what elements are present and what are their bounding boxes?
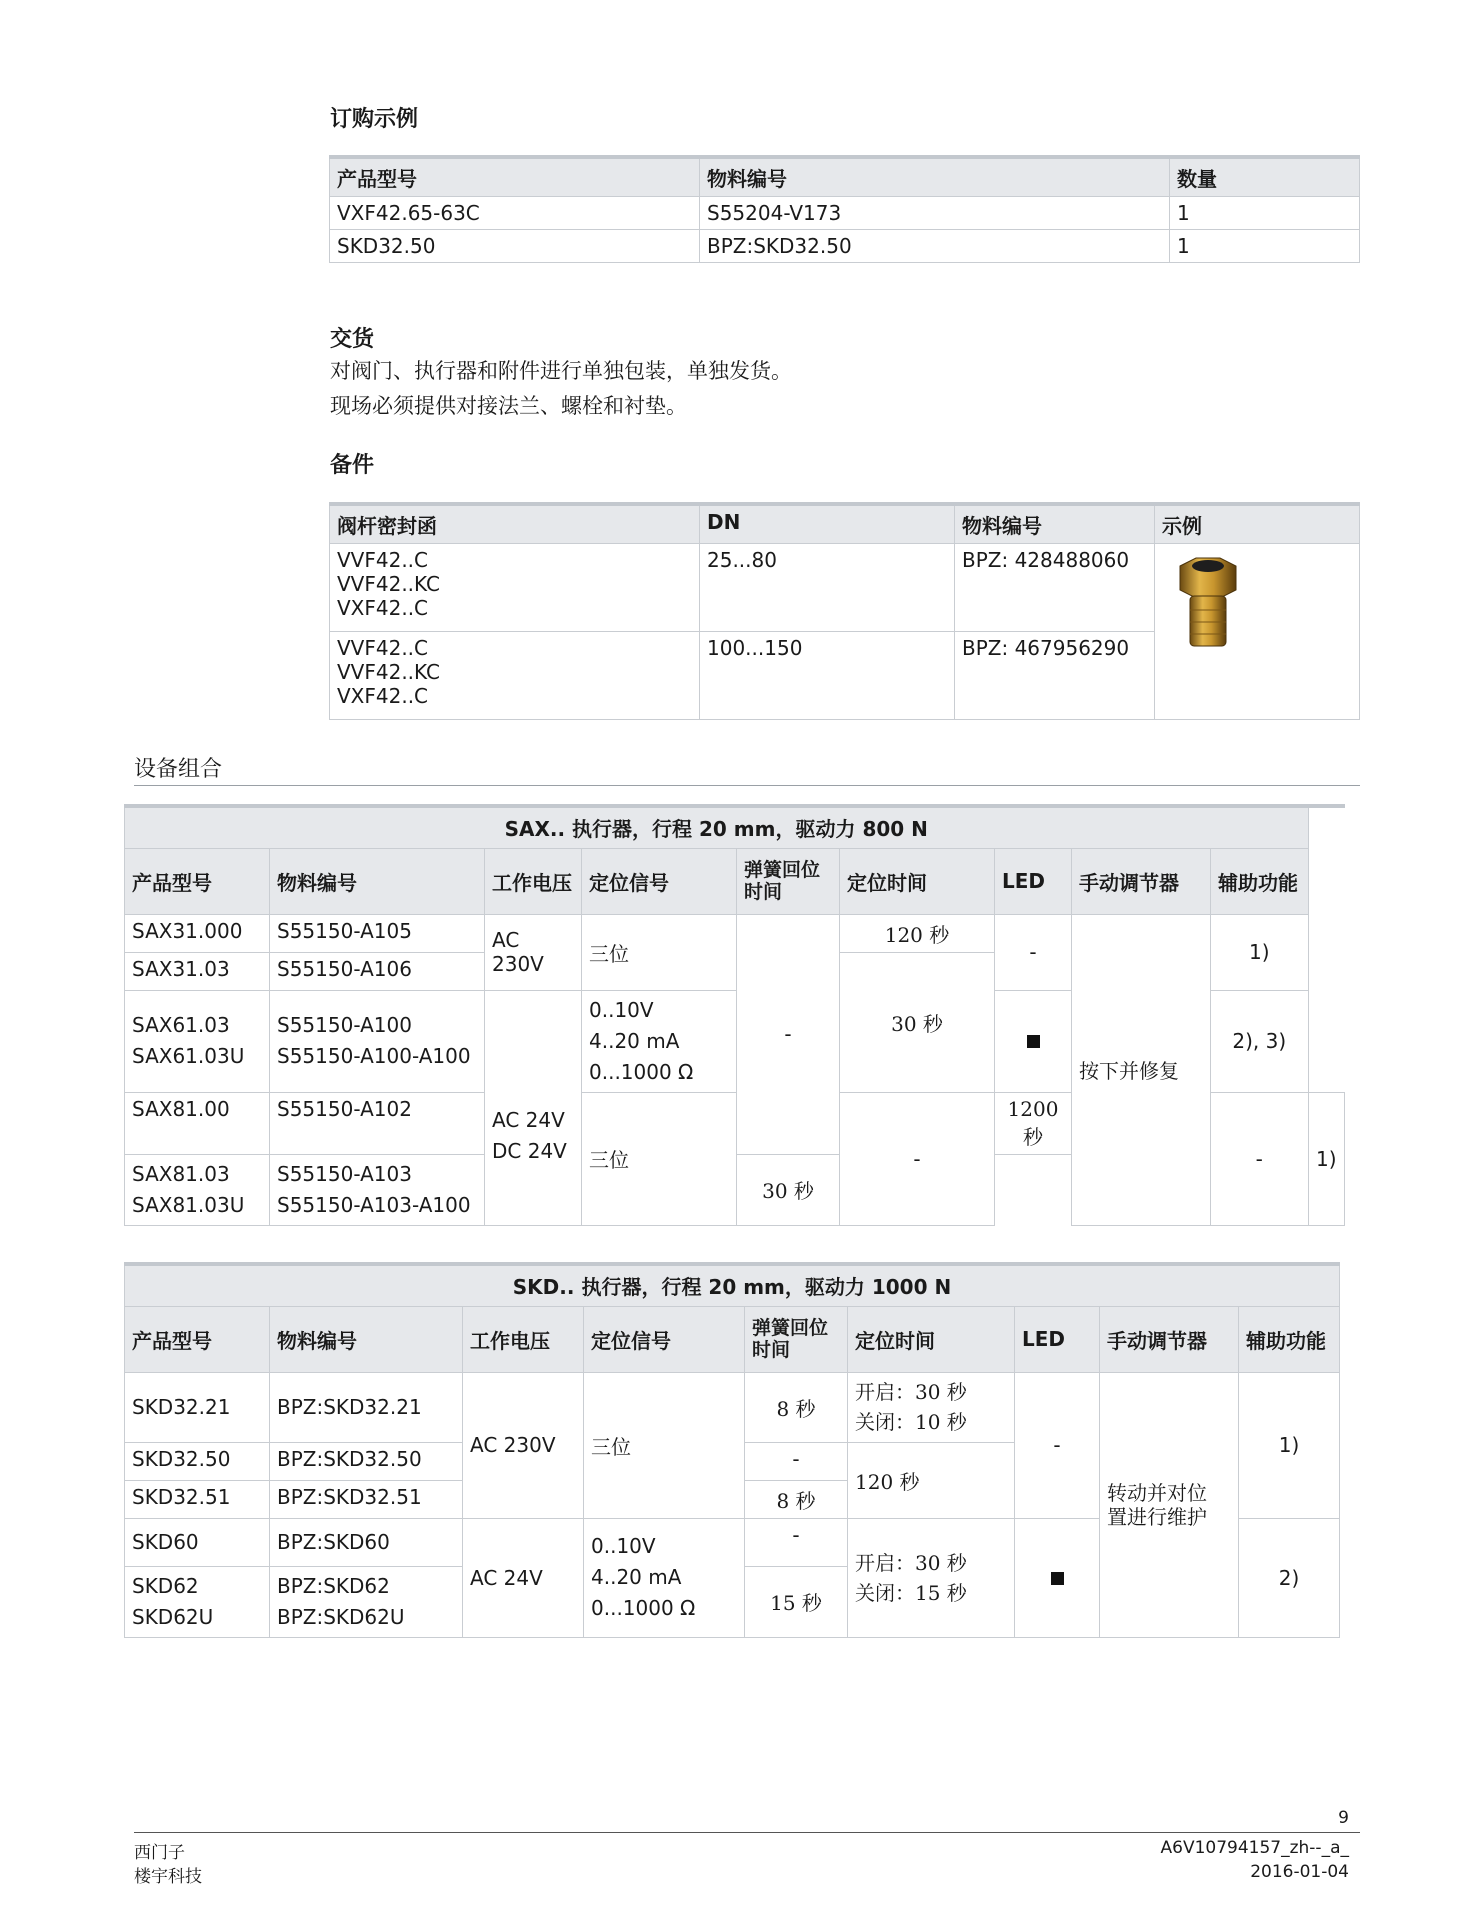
spares-dn: 100...150 — [700, 632, 955, 720]
spares-example-cell — [1155, 544, 1360, 720]
sax-header: 物料编号 — [270, 848, 485, 914]
spares-header: 示例 — [1155, 504, 1360, 544]
skd-aux: 1) — [1239, 1372, 1340, 1518]
skd-header: 辅助功能 — [1239, 1306, 1340, 1372]
sax-header: 工作电压 — [485, 848, 582, 914]
spares-title: 备件 — [330, 453, 375, 478]
skd-manual: 转动并对位 置进行维护 — [1100, 1372, 1239, 1637]
delivery-text-1: 对阀门、执行器和附件进行单独包装，单独发货。 — [330, 359, 792, 383]
sax-led: - — [995, 914, 1072, 990]
skd-caption: SKD.. 执行器，行程 20 mm，驱动力 1000 N — [125, 1264, 1340, 1306]
skd-model: SKD32.21 — [125, 1372, 270, 1442]
table-row — [330, 544, 1360, 632]
delivery-title: 交货 — [330, 327, 375, 352]
skd-model: SKD62 SKD62U — [125, 1566, 270, 1637]
sax-part: S55150-A100 S55150-A100-A100 — [270, 990, 485, 1092]
sax-signal: 三位 — [582, 1092, 737, 1225]
spares-models: VVF42..C VVF42..KC VXF42..C — [330, 632, 700, 720]
section-divider — [134, 785, 1360, 786]
skd-header: 产品型号 — [125, 1306, 270, 1372]
spares-header: 阀杆密封函 — [330, 504, 700, 544]
sax-signal: 三位 — [582, 914, 737, 990]
ordering-table — [329, 155, 1360, 263]
led-square-icon — [1027, 1035, 1040, 1048]
skd-voltage: AC 230V — [463, 1372, 584, 1518]
spares-header: 物料编号 — [955, 504, 1155, 544]
sax-aux: 2), 3) — [1211, 990, 1309, 1092]
sax-header: 定位时间 — [840, 848, 995, 914]
skd-led: - — [1015, 1372, 1100, 1518]
table-row — [125, 1372, 1340, 1442]
delivery-text-2: 现场必须提供对接法兰、螺栓和衬垫。 — [330, 394, 687, 418]
ordering-cell: S55204-V173 — [700, 197, 1170, 230]
skd-header: 弹簧回位时间 — [745, 1306, 848, 1372]
skd-signal: 0..10V 4..20 mA 0...1000 Ω — [584, 1518, 745, 1637]
sax-part: S55150-A105 — [270, 914, 485, 952]
sax-voltage: AC 230V — [485, 914, 582, 990]
table-row — [125, 914, 1345, 952]
sax-model: SAX61.03 SAX61.03U — [125, 990, 270, 1092]
table-row — [330, 230, 1360, 263]
sax-signal: 0..10V 4..20 mA 0...1000 Ω — [582, 990, 737, 1092]
footer-doc-id: A6V10794157_zh--_a_ — [1160, 1838, 1349, 1858]
skd-led-cell — [1015, 1518, 1100, 1637]
footer-divider — [134, 1832, 1360, 1833]
skd-model: SKD60 — [125, 1518, 270, 1566]
table-row — [330, 197, 1360, 230]
skd-aux: 2) — [1239, 1518, 1340, 1637]
sax-part: S55150-A106 — [270, 952, 485, 990]
sax-time: 1200 秒 — [995, 1092, 1072, 1154]
skd-time: 120 秒 — [848, 1442, 1015, 1518]
footer-date: 2016-01-04 — [1250, 1862, 1349, 1882]
footer-division: 楼宇科技 — [134, 1867, 202, 1887]
skd-time: 开启：30 秒 关闭：15 秒 — [848, 1518, 1015, 1637]
sax-header: 弹簧回位时间 — [737, 848, 840, 914]
ordering-cell: BPZ:SKD32.50 — [700, 230, 1170, 263]
spares-table — [329, 502, 1360, 720]
ordering-cell: SKD32.50 — [330, 230, 700, 263]
sax-time: 120 秒 — [840, 914, 995, 952]
spares-part: BPZ: 467956290 — [955, 632, 1155, 720]
stem-seal-image — [1168, 554, 1248, 654]
sax-voltage: AC 24V DC 24V — [485, 990, 582, 1225]
ordering-title: 订购示例 — [330, 107, 419, 132]
skd-part: BPZ:SKD32.50 — [270, 1442, 463, 1480]
sax-manual: 按下并修复 — [1072, 914, 1211, 1225]
spares-part: BPZ: 428488060 — [955, 544, 1155, 632]
led-square-icon — [1051, 1572, 1064, 1585]
sax-part: S55150-A102 — [270, 1092, 485, 1154]
spares-header: DN — [700, 504, 955, 544]
combo-title: 设备组合 — [134, 757, 223, 782]
sax-part: S55150-A103 S55150-A103-A100 — [270, 1154, 485, 1225]
skd-table — [124, 1262, 1340, 1638]
sax-caption: SAX.. 执行器，行程 20 mm，驱动力 800 N — [125, 806, 1309, 848]
skd-header: 手动调节器 — [1100, 1306, 1239, 1372]
sax-header: 手动调节器 — [1072, 848, 1211, 914]
skd-voltage: AC 24V — [463, 1518, 584, 1637]
skd-part: BPZ:SKD32.51 — [270, 1480, 463, 1518]
skd-spring: 15 秒 — [745, 1566, 848, 1637]
skd-part: BPZ:SKD32.21 — [270, 1372, 463, 1442]
skd-header: 工作电压 — [463, 1306, 584, 1372]
sax-spring: - — [840, 1092, 995, 1225]
skd-header: 定位信号 — [584, 1306, 745, 1372]
sax-aux: 1) — [1308, 1092, 1344, 1225]
sax-header: LED — [995, 848, 1072, 914]
ordering-cell: VXF42.65-63C — [330, 197, 700, 230]
ordering-cell: 1 — [1170, 230, 1360, 263]
spares-dn: 25...80 — [700, 544, 955, 632]
sax-model: SAX31.03 — [125, 952, 270, 990]
sax-aux: 1) — [1211, 914, 1309, 990]
sax-header: 产品型号 — [125, 848, 270, 914]
skd-header: LED — [1015, 1306, 1100, 1372]
ordering-cell: 1 — [1170, 197, 1360, 230]
skd-model: SKD32.51 — [125, 1480, 270, 1518]
skd-spring: 8 秒 — [745, 1372, 848, 1442]
skd-spring: - — [745, 1442, 848, 1480]
skd-time: 开启：30 秒 关闭：10 秒 — [848, 1372, 1015, 1442]
footer-company: 西门子 — [134, 1843, 185, 1863]
sax-spring: - — [737, 914, 840, 1154]
page-number: 9 — [1338, 1808, 1349, 1828]
spares-models: VVF42..C VVF42..KC VXF42..C — [330, 544, 700, 632]
skd-spring: 8 秒 — [745, 1480, 848, 1518]
sax-model: SAX81.00 — [125, 1092, 270, 1154]
sax-header: 辅助功能 — [1211, 848, 1309, 914]
skd-part: BPZ:SKD60 — [270, 1518, 463, 1566]
skd-part: BPZ:SKD62 BPZ:SKD62U — [270, 1566, 463, 1637]
sax-table — [124, 804, 1345, 1226]
skd-header: 物料编号 — [270, 1306, 463, 1372]
sax-led-cell — [995, 990, 1072, 1092]
sax-led: - — [1211, 1092, 1309, 1225]
sax-model: SAX81.03 SAX81.03U — [125, 1154, 270, 1225]
sax-model: SAX31.000 — [125, 914, 270, 952]
skd-header: 定位时间 — [848, 1306, 1015, 1372]
sax-time: 30 秒 — [737, 1154, 840, 1225]
skd-signal: 三位 — [584, 1372, 745, 1518]
ordering-header: 物料编号 — [700, 157, 1170, 197]
sax-header: 定位信号 — [582, 848, 737, 914]
sax-time: 30 秒 — [840, 952, 995, 1092]
ordering-header: 产品型号 — [330, 157, 700, 197]
skd-spring: - — [745, 1518, 848, 1566]
skd-model: SKD32.50 — [125, 1442, 270, 1480]
ordering-header: 数量 — [1170, 157, 1360, 197]
